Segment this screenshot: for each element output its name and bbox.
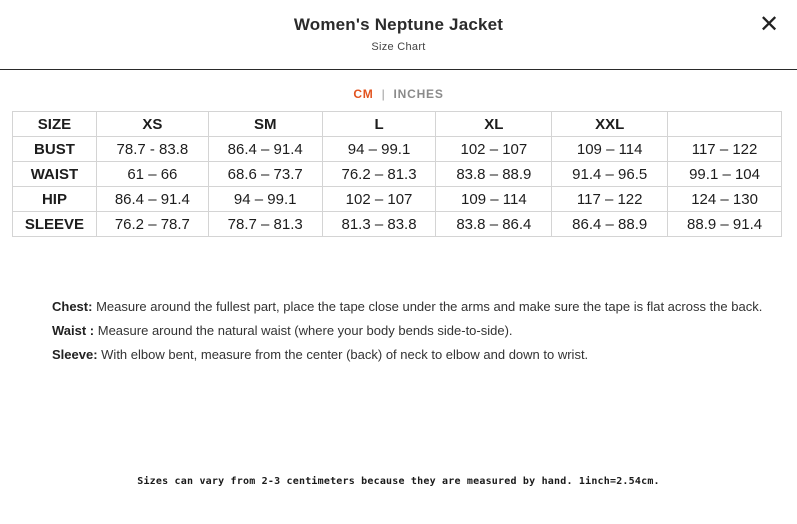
table-cell: 88.9 – 91.4	[668, 212, 782, 237]
note-term: Sleeve:	[52, 347, 98, 362]
table-cell: 94 – 99.1	[208, 187, 322, 212]
column-header: XL	[436, 112, 552, 137]
table-cell: 86.4 – 91.4	[208, 137, 322, 162]
table-row	[13, 212, 782, 237]
column-header: SM	[208, 112, 322, 137]
table-row	[13, 187, 782, 212]
table-cell: 99.1 – 104	[668, 162, 782, 187]
table-cell: 86.4 – 88.9	[552, 212, 668, 237]
measurement-notes	[52, 295, 782, 367]
close-icon[interactable]: ✕	[758, 11, 780, 38]
column-header: SIZE	[13, 112, 97, 137]
row-label: WAIST	[13, 162, 97, 187]
column-header: L	[322, 112, 436, 137]
note-waist	[52, 319, 782, 343]
row-label: SLEEVE	[13, 212, 97, 237]
page-subtitle: Size Chart	[371, 41, 426, 53]
table-cell: 102 – 107	[436, 137, 552, 162]
table-cell: 109 – 114	[552, 137, 668, 162]
table-cell: 102 – 107	[322, 187, 436, 212]
modal-header	[0, 0, 797, 70]
note-term: Chest:	[52, 299, 93, 314]
unit-cm-tab[interactable]: CM	[353, 87, 374, 101]
table-cell: 117 – 122	[552, 187, 668, 212]
table-cell: 91.4 – 96.5	[552, 162, 668, 187]
table-cell: 83.8 – 86.4	[436, 212, 552, 237]
size-chart-table	[12, 111, 782, 237]
table-cell: 94 – 99.1	[322, 137, 436, 162]
column-header	[668, 112, 782, 137]
table-cell: 124 – 130	[668, 187, 782, 212]
note-sleeve	[52, 343, 782, 367]
table-cell: 76.2 – 78.7	[96, 212, 208, 237]
column-header: XXL	[552, 112, 668, 137]
note-text: Measure around the fullest part, place the tape close under the arms and make sure the tape is flat across the back.	[92, 299, 763, 314]
note-term: Waist :	[52, 323, 95, 338]
table-cell: 109 – 114	[436, 187, 552, 212]
unit-separator: |	[381, 87, 386, 101]
note-text: Measure around the natural waist (where your body bends side-to-side).	[94, 323, 513, 338]
page-title: Women's Neptune Jacket	[293, 15, 504, 34]
table-cell: 83.8 – 88.9	[436, 162, 552, 187]
table-cell: 117 – 122	[668, 137, 782, 162]
table-cell: 78.7 – 81.3	[208, 212, 322, 237]
row-label: BUST	[13, 137, 97, 162]
table-cell: 61 – 66	[96, 162, 208, 187]
note-chest	[52, 295, 782, 319]
unit-toggle	[0, 87, 797, 101]
table-cell: 76.2 – 81.3	[322, 162, 436, 187]
table-cell: 78.7 - 83.8	[96, 137, 208, 162]
table-cell: 86.4 – 91.4	[96, 187, 208, 212]
unit-inches-tab[interactable]: INCHES	[393, 87, 444, 101]
note-text: With elbow bent, measure from the center (back) of neck to elbow and down to wrist.	[97, 347, 589, 362]
size-disclaimer: Sizes can vary from 2-3 centimeters because they are measured by hand. 1inch=2.54cm.	[137, 476, 660, 487]
table-cell: 68.6 – 73.7	[208, 162, 322, 187]
row-label: HIP	[13, 187, 97, 212]
table-cell: 81.3 – 83.8	[322, 212, 436, 237]
table-header-row	[13, 112, 782, 137]
table-row	[13, 137, 782, 162]
column-header: XS	[96, 112, 208, 137]
table-row	[13, 162, 782, 187]
